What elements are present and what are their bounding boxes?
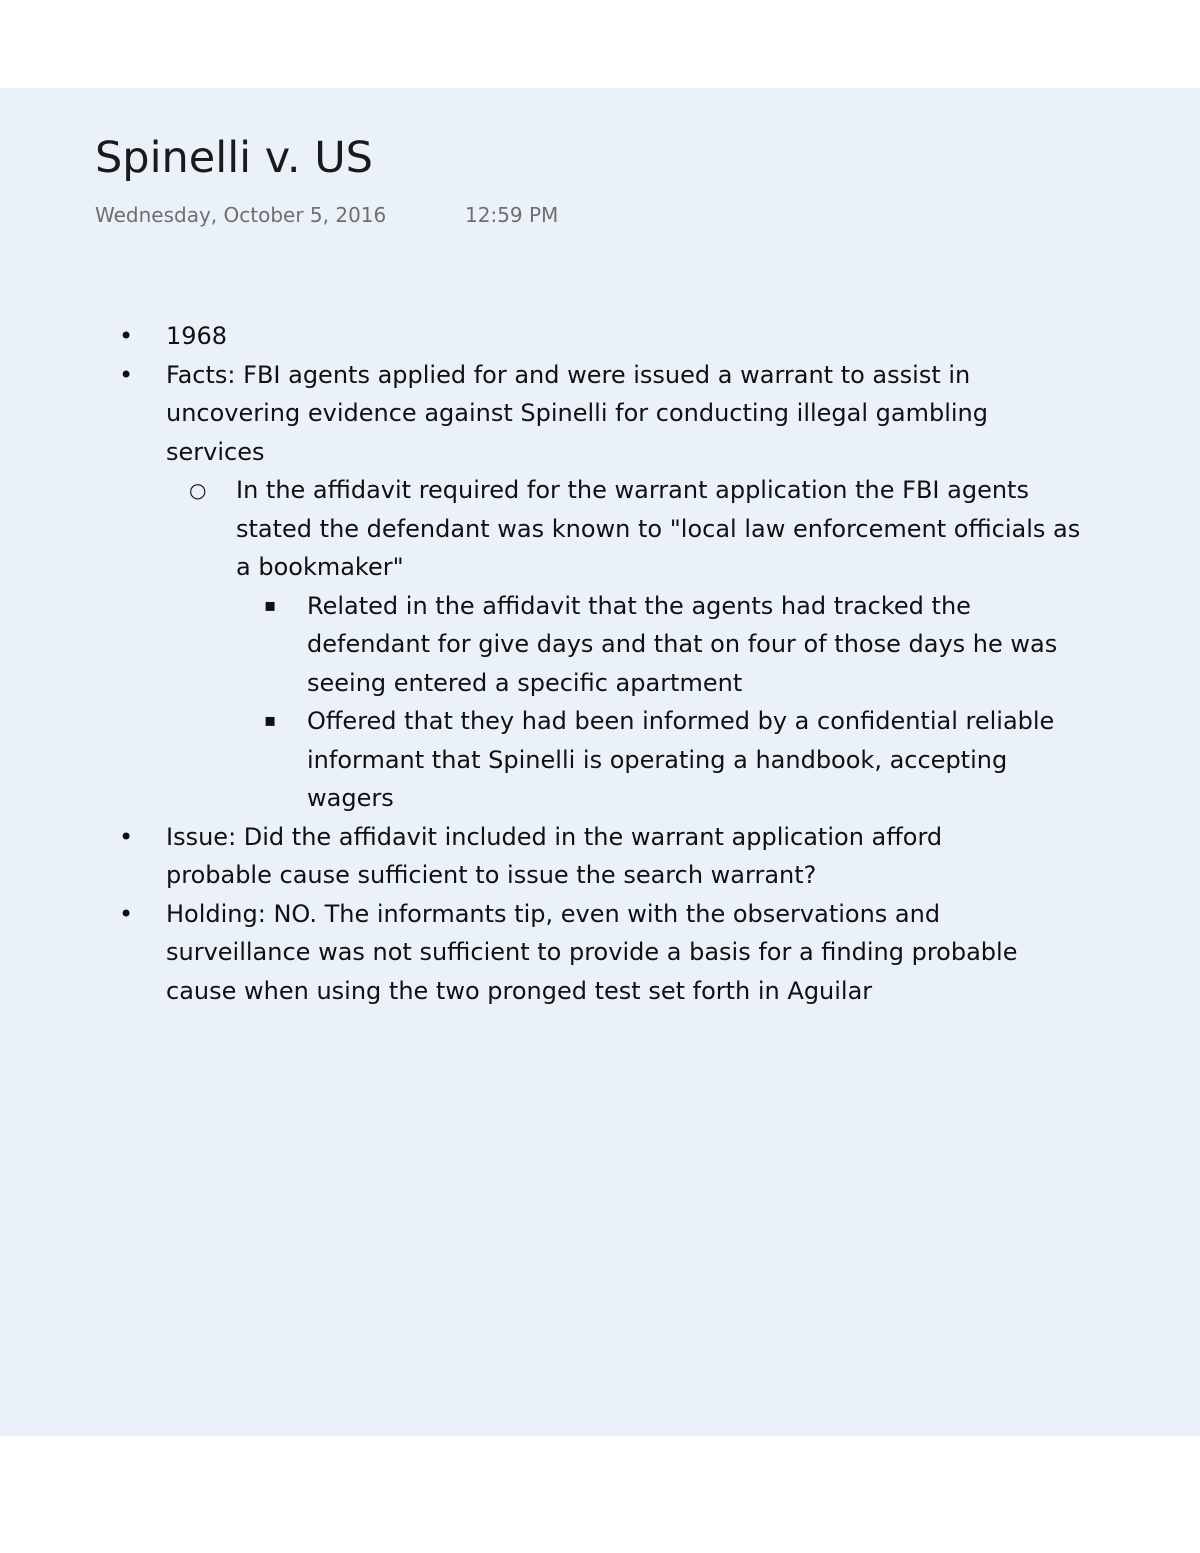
bullet-dot-icon: • bbox=[119, 822, 134, 851]
list-item bbox=[264, 587, 1097, 703]
list-item bbox=[119, 317, 1046, 356]
note-time: 12:59 PM bbox=[465, 203, 559, 227]
note-timestamp bbox=[95, 200, 559, 230]
list-item-text: Holding: NO. The informants tip, even with the observations and surveillance was not sufficient to provide a basis for a finding probable cause when using the two pronged test set forth in Aguilar bbox=[166, 899, 1018, 1005]
page-title: Spinelli v. US bbox=[95, 133, 373, 183]
list-item bbox=[119, 818, 1046, 895]
bullet-dot-icon: • bbox=[119, 322, 134, 350]
list-item-text: Facts: FBI agents applied for and were issued a warrant to assist in uncovering evidence against Spinelli for conducting illegal gambling services bbox=[166, 360, 988, 466]
list-item-text: Issue: Did the affidavit included in the warrant application afford probable cause sufficient to issue the search warrant? bbox=[166, 822, 943, 889]
note-body bbox=[0, 317, 1200, 1010]
list-item-text: Related in the affidavit that the agents had tracked the defendant for give days and that on four of those days he was seeing entered a specific apartment bbox=[307, 591, 1058, 697]
bullet-dot-icon: • bbox=[119, 360, 134, 389]
note-date: Wednesday, October 5, 2016 bbox=[95, 203, 387, 227]
list-item bbox=[264, 702, 1097, 818]
list-item-text: In the affidavit required for the warrant application the FBI agents stated the defendant was known to "local law enforcement officials as a bookmaker" bbox=[236, 476, 1081, 581]
list-item bbox=[119, 895, 1046, 1011]
bullet-square-icon: ▪ bbox=[264, 710, 277, 731]
bullet-square-icon: ▪ bbox=[264, 594, 277, 616]
bullet-dot-icon: • bbox=[119, 899, 134, 928]
list-item-text: 1968 bbox=[166, 322, 228, 350]
list-item bbox=[189, 471, 1096, 587]
list-item bbox=[119, 356, 1046, 472]
bullet-circle-icon: ○ bbox=[189, 478, 207, 502]
list-item-text: Offered that they had been informed by a confidential reliable informant that Spinelli is operating a handbook, accepting wagers bbox=[307, 707, 1055, 812]
